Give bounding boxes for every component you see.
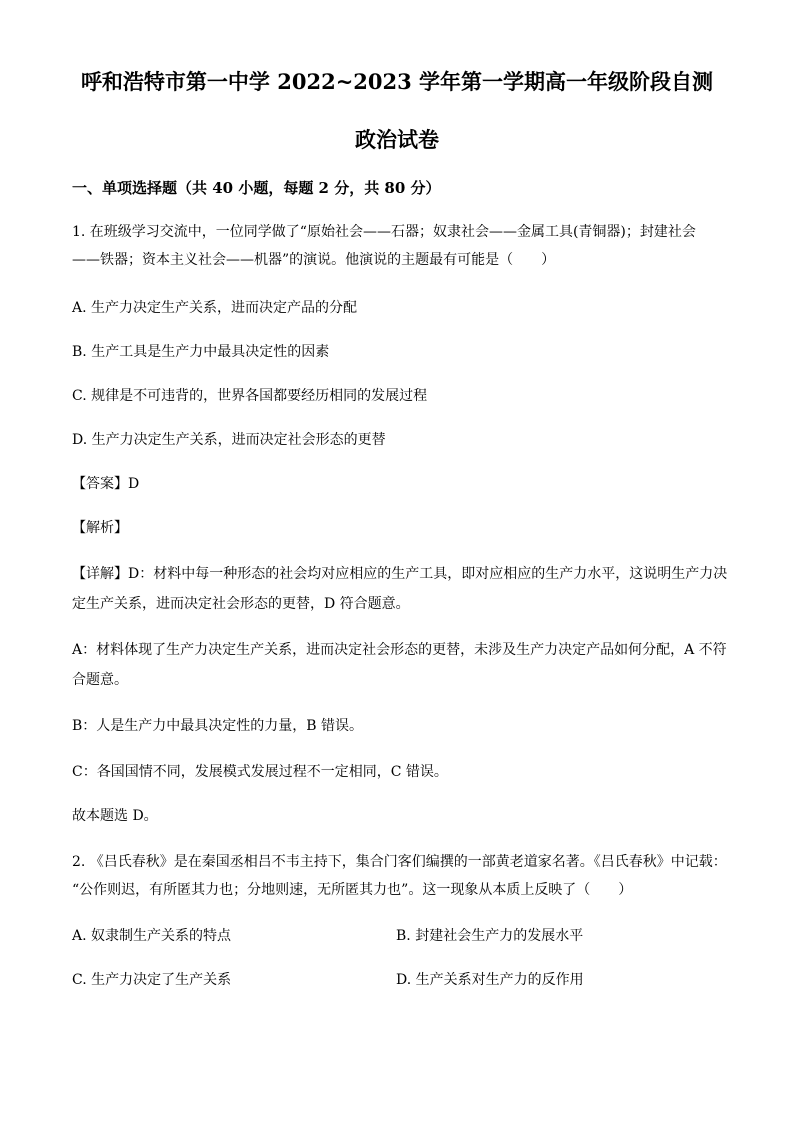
q2-stem-line2: “公作则迟，有所匿其力也；分地则速，无所匿其力也”。这一现象从本质上反映了（ ） <box>72 882 633 898</box>
q2-option-a: A. 奴隶制生产关系的特点 <box>72 928 232 944</box>
q2-option-c: C. 生产力决定了生产关系 <box>72 972 232 988</box>
q1-answer: 【答案】D <box>72 476 140 492</box>
q1-analysis-label: 【解析】 <box>72 520 128 536</box>
q2-option-b: B. 封建社会生产力的发展水平 <box>396 928 584 944</box>
q1-a-explanation-line2: 合题意。 <box>72 672 128 688</box>
q2-option-d: D. 生产关系对生产力的反作用 <box>396 972 584 988</box>
q1-option-c: C. 规律是不可违背的，世界各国都要经历相同的发展过程 <box>72 388 428 404</box>
q1-detail-line1: 【详解】D：材料中每一种形态的社会均对应相应的生产工具，即对应相应的生产力水平，这说明生产力决 <box>72 566 728 582</box>
exam-subject-title: 政治试卷 <box>355 127 439 152</box>
q2-stem-line1: 2. 《吕氏春秋》是在秦国丞相吕不韦主持下，集合门客们编撰的一部黄老道家名著。《吕氏春秋》中记载： <box>72 854 727 870</box>
q1-detail-line2: 定生产关系，进而决定社会形态的更替，D 符合题意。 <box>72 596 410 612</box>
section-heading: 一、单项选择题（共 40 小题，每题 2 分，共 80 分） <box>72 179 441 197</box>
q1-stem-line1: 1. 在班级学习交流中，一位同学做了“原始社会——石器；奴隶社会——金属工具(青铜器)；封建社会 <box>72 224 696 240</box>
q1-option-b: B. 生产工具是生产力中最具决定性的因素 <box>72 344 330 360</box>
q1-option-a: A. 生产力决定生产关系，进而决定产品的分配 <box>72 300 358 316</box>
exam-title: 呼和浩特市第一中学 2022~2023 学年第一学期高一年级阶段自测 <box>80 69 714 94</box>
q1-stem-line2: ——铁器；资本主义社会——机器”的演说。他演说的主题最有可能是（ ） <box>72 252 556 268</box>
q1-b-explanation: B：人是生产力中最具决定性的力量，B 错误。 <box>72 718 364 734</box>
q1-a-explanation-line1: A：材料体现了生产力决定生产关系，进而决定社会形态的更替，未涉及生产力决定产品如何分配，A 不符 <box>72 642 727 658</box>
q1-c-explanation: C：各国国情不同，发展模式发展过程不一定相同，C 错误。 <box>72 764 448 780</box>
q1-conclusion: 故本题选 D。 <box>72 808 158 824</box>
q1-option-d: D. 生产力决定生产关系，进而决定社会形态的更替 <box>72 432 386 448</box>
